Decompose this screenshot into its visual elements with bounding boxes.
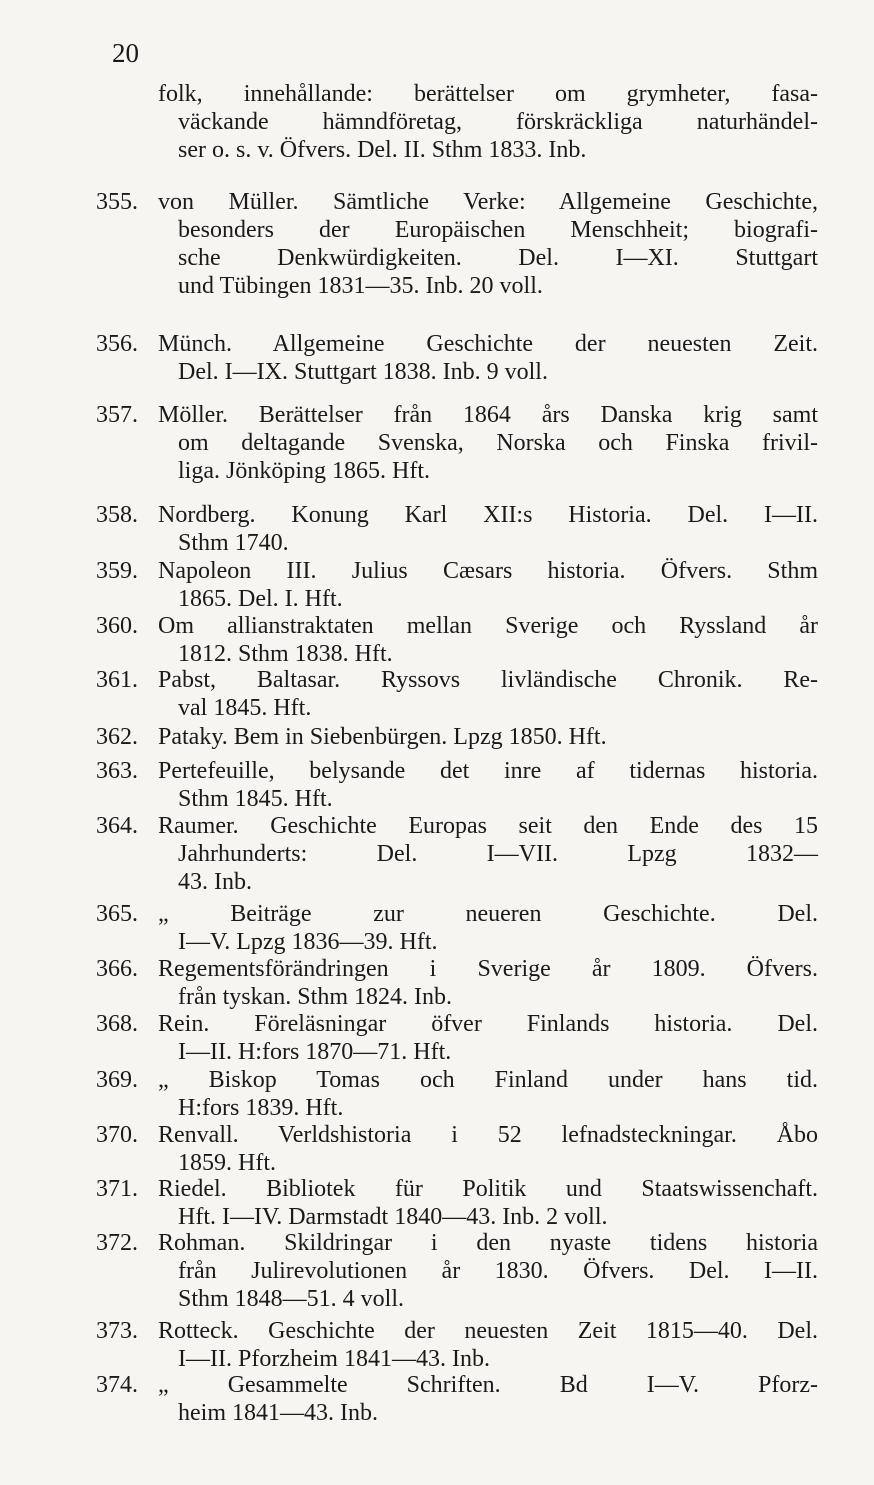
entry-text-line: 43. Inb. [178, 869, 252, 895]
entry-text-line: Pertefeuille, belysande det inre af tidernas historia. [158, 758, 818, 784]
entry-text-line: val 1845. Hft. [178, 695, 312, 721]
entry-text-line: 1859. Hft. [178, 1150, 276, 1176]
entry-text-line: I—II. Pforzheim 1841—43. Inb. [178, 1346, 490, 1372]
entry-text-line: Pabst, Baltasar. Ryssovs livländische Chronik. Re- [158, 667, 818, 693]
entry-number: 364. [96, 813, 138, 839]
entry-number: 370. [96, 1122, 138, 1148]
entry-text-line: 1865. Del. I. Hft. [178, 586, 343, 612]
entry-number: 366. [96, 956, 138, 982]
entry-number: 359. [96, 558, 138, 584]
entry-text-line: ser o. s. v. Öfvers. Del. II. Sthm 1833. Inb. [178, 137, 587, 163]
entry-number: 358. [96, 502, 138, 528]
entry-number: 371. [96, 1176, 138, 1202]
entry-number: 363. [96, 758, 138, 784]
entry-text-line: Hft. I—IV. Darmstadt 1840—43. Inb. 2 voll. [178, 1204, 608, 1230]
entry-number: 355. [96, 189, 138, 215]
entry-text-line: heim 1841—43. Inb. [178, 1400, 378, 1426]
entry-text-line: „ Biskop Tomas och Finland under hans tid. [158, 1067, 818, 1093]
entry-text-line: „ Gesammelte Schriften. Bd I—V. Pforz- [158, 1372, 818, 1398]
entry-text-line: von Müller. Sämtliche Verke: Allgemeine Geschichte, [158, 189, 818, 215]
entry-number: 369. [96, 1067, 138, 1093]
entry-number: 372. [96, 1230, 138, 1256]
entry-text-line: Rein. Föreläsningar öfver Finlands historia. Del. [158, 1011, 818, 1037]
entry-text-line: I—II. H:fors 1870—71. Hft. [178, 1039, 452, 1065]
entry-text-line: „ Beiträge zur neueren Geschichte. Del. [158, 901, 818, 927]
entry-text-line: Möller. Berättelser från 1864 års Danska krig samt [158, 402, 818, 428]
entry-number: 362. [96, 724, 138, 750]
entry-text-line: Münch. Allgemeine Geschichte der neuesten Zeit. [158, 331, 818, 357]
entry-text-line: besonders der Europäischen Menschheit; biografi- [178, 217, 818, 243]
entry-text-line: und Tübingen 1831—35. Inb. 20 voll. [178, 273, 543, 299]
entry-number: 361. [96, 667, 138, 693]
entry-number: 360. [96, 613, 138, 639]
entry-text-line: folk, innehållande: berättelser om grymheter, fasa- [158, 81, 818, 107]
entry-text-line: väckande hämndföretag, förskräckliga naturhändel- [178, 109, 818, 135]
entry-text-line: Pataky. Bem in Siebenbürgen. Lpzg 1850. Hft. [158, 724, 607, 750]
entry-text-line: Nordberg. Konung Karl XII:s Historia. Del. I—II. [158, 502, 818, 528]
entry-text-line: sche Denkwürdigkeiten. Del. I—XI. Stuttgart [178, 245, 818, 271]
entry-text-line: H:fors 1839. Hft. [178, 1095, 344, 1121]
entry-number: 357. [96, 402, 138, 428]
entry-text-line: Rohman. Skildringar i den nyaste tidens historia [158, 1230, 818, 1256]
entry-text-line: 1812. Sthm 1838. Hft. [178, 641, 393, 667]
entry-text-line: Del. I—IX. Stuttgart 1838. Inb. 9 voll. [178, 359, 548, 385]
entry-number: 374. [96, 1372, 138, 1398]
entry-text-line: Napoleon III. Julius Cæsars historia. Öfvers. Sthm [158, 558, 818, 584]
entry-text-line: Jahrhunderts: Del. I—VII. Lpzg 1832— [178, 841, 818, 867]
entry-text-line: I—V. Lpzg 1836—39. Hft. [178, 929, 438, 955]
entry-number: 356. [96, 331, 138, 357]
entry-text-line: Rotteck. Geschichte der neuesten Zeit 1815—40. Del. [158, 1318, 818, 1344]
entry-text-line: om deltagande Svenska, Norska och Finska frivil- [178, 430, 818, 456]
entry-text-line: liga. Jönköping 1865. Hft. [178, 458, 430, 484]
entry-text-line: Sthm 1845. Hft. [178, 786, 333, 812]
entry-text-line: Raumer. Geschichte Europas seit den Ende des 15 [158, 813, 818, 839]
entry-text-line: Riedel. Bibliotek für Politik und Staatswissenchaft. [158, 1176, 818, 1202]
entry-text-line: Sthm 1848—51. 4 voll. [178, 1286, 405, 1312]
entry-text-line: Regementsförändringen i Sverige år 1809. Öfvers. [158, 956, 818, 982]
entry-text-line: Renvall. Verldshistoria i 52 lefnadsteckningar. Åbo [158, 1122, 818, 1148]
entry-text-line: Om allianstraktaten mellan Sverige och Ryssland år [158, 613, 818, 639]
entry-number: 365. [96, 901, 138, 927]
entry-number: 368. [96, 1011, 138, 1037]
entry-text-line: Sthm 1740. [178, 530, 289, 556]
entry-text-line: från tyskan. Sthm 1824. Inb. [178, 984, 452, 1010]
page-number: 20 [112, 38, 139, 68]
entry-number: 373. [96, 1318, 138, 1344]
entry-text-line: från Julirevolutionen år 1830. Öfvers. Del. I—II. [178, 1258, 818, 1284]
